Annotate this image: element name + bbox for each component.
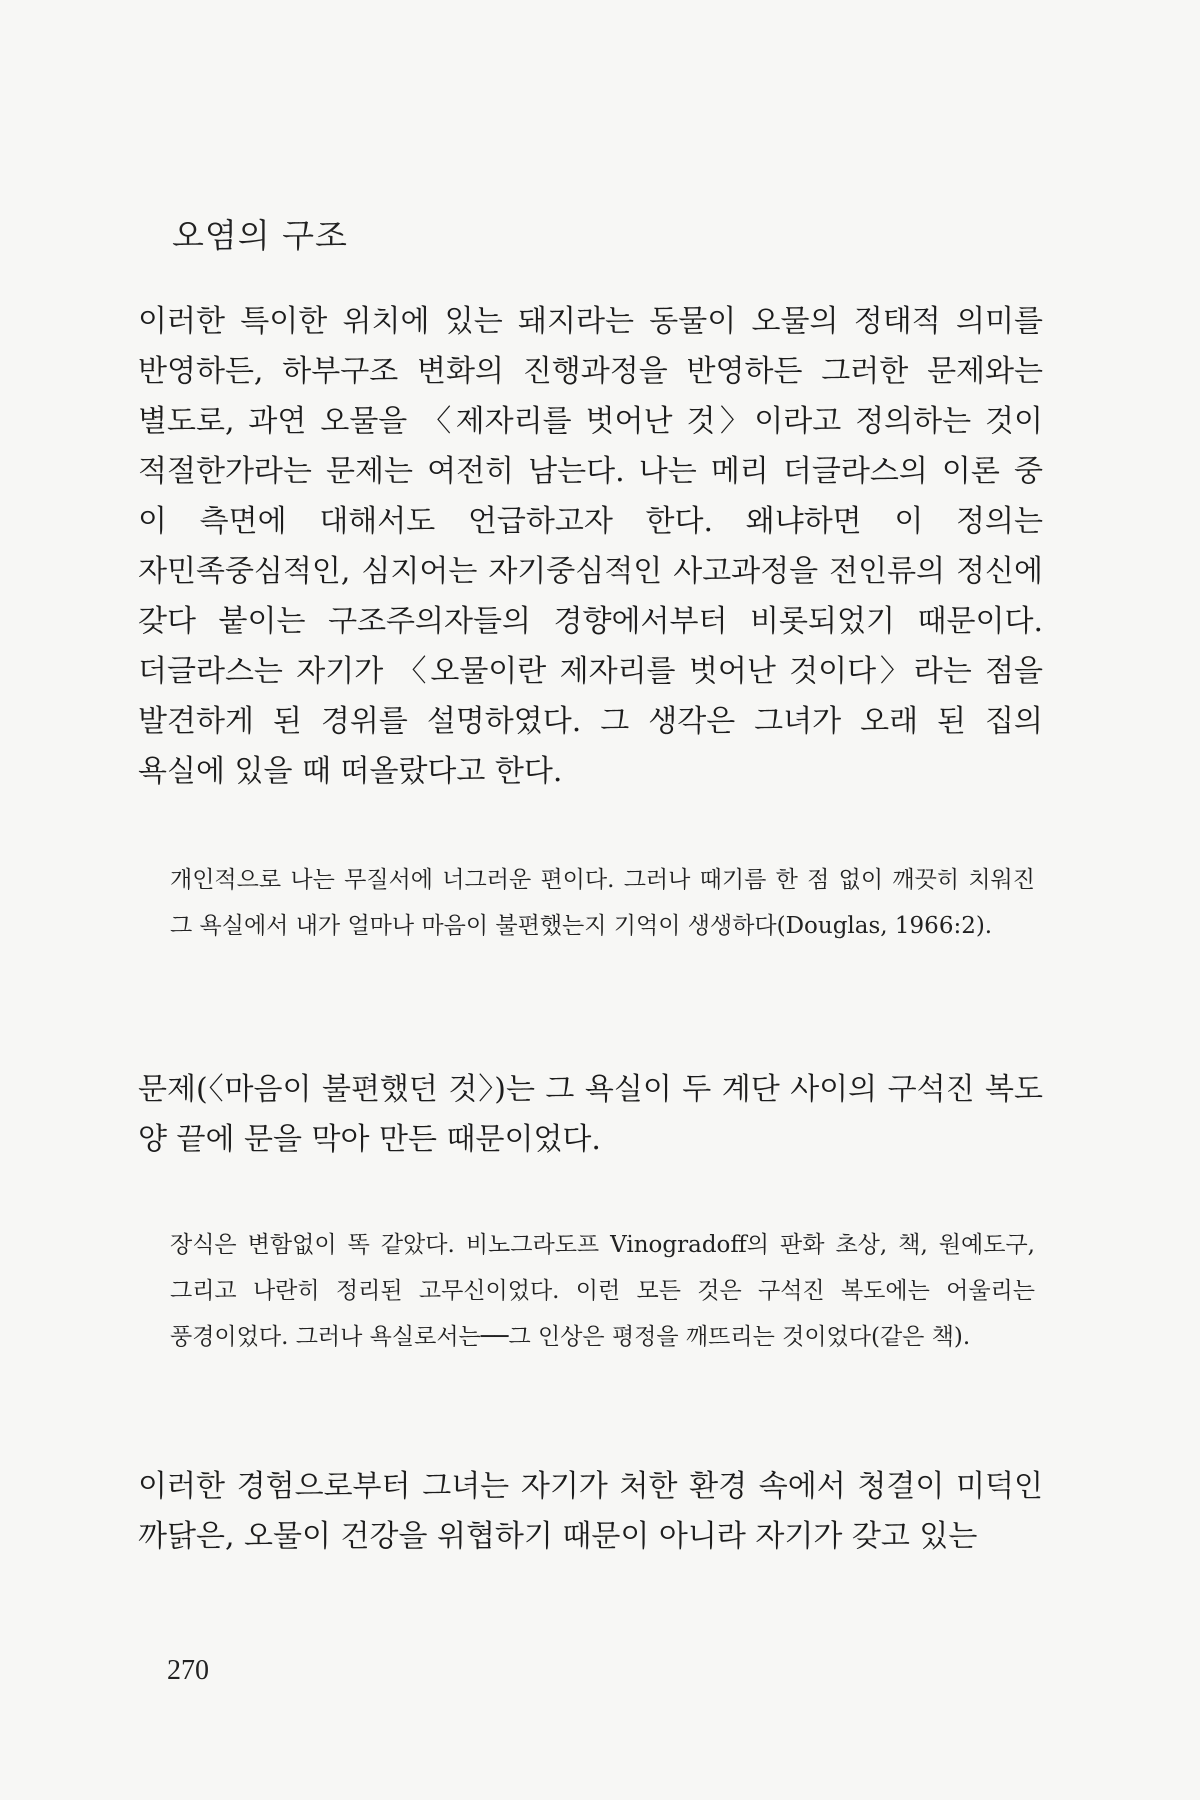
body-paragraph: 이러한 경험으로부터 그녀는 자기가 처한 환경 속에서 청결이 미덕인 까닭은, 오물이 건강을 위협하기 때문이 아니라 자기가 갖고 있는 <box>138 1469 1043 1554</box>
block-quote: 개인적으로 나는 무질서에 너그러운 편이다. 그러나 때기름 한 점 없이 깨끗히 치워진 그 욕실에서 내가 얼마나 마음이 불편했는지 기억이 생생하다(Douglas, 1966:2). <box>170 867 1035 939</box>
block-quote: 장식은 변함없이 똑 같았다. 비노그라도프 Vinogradoff의 판화 초상, 책, 원예도구, 그리고 나란히 정리된 고무신이었다. 이런 모든 것은 구석진 복도에는 어울리는 풍경이었다. 그러나 욕실로서는──그 인상은 평정을 깨뜨리는 것이었다(같은 책). <box>170 1232 1035 1350</box>
page-number: 270 <box>167 1655 209 1686</box>
body-paragraph: 이러한 특이한 위치에 있는 돼지라는 동물이 오물의 정태적 의미를 반영하든, 하부구조 변화의 진행과정을 반영하든 그러한 문제와는 별도로, 과연 오물을 〈제자리를 벗어난 것〉이라고 정의하는 것이 적절한가라는 문제는 여전히 남는다. 나는 메리 더글라스의 이론 중 이 측면에 대해서도 언급하고자 한다. 왜냐하면 이 정의는 자민족중심적인, 심지어는 자기중심적인 사고과정을 전인류의 정신에 갖다 붙이는 구조주의자들의 경향에서부터 비롯되었기 때문이다. 더글라스는 자기가 〈오물이란 제자리를 벗어난 것이다〉라는 점을 발견하게 된 경위를 설명하였다. 그 생각은 그녀가 오래 된 집의 욕실에 있을 때 떠올랐다고 한다. <box>138 304 1043 789</box>
running-title: 오염의 구조 <box>172 216 348 255</box>
body-paragraph: 문제(〈마음이 불편했던 것〉)는 그 욕실이 두 계단 사이의 구석진 복도 양 끝에 문을 막아 만든 때문이었다. <box>138 1072 1043 1157</box>
